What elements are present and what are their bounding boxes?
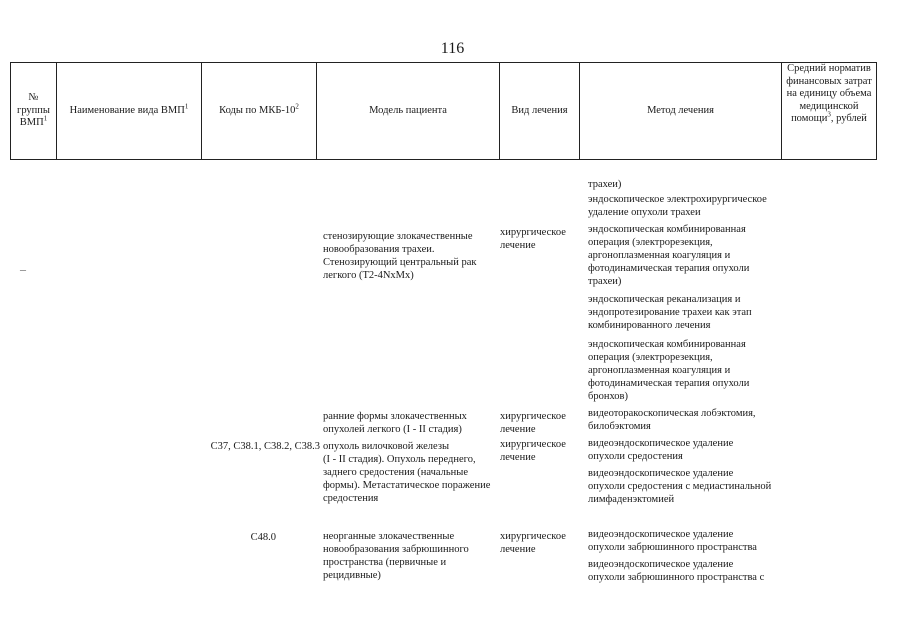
header-icd-codes: Коды по МКБ-$10^2$: [202, 63, 317, 160]
treatment-type-text: хирургическое лечение: [500, 411, 566, 435]
patient-model-text: неорганные злокачественные новообразования забрюшинного пространства (первичные и рецидивные): [323, 531, 469, 581]
method-text: видеоэндоскопическое удаление опухоли средостения: [588, 438, 734, 462]
method-text: эндоскопическая комбинированная операция (электрорезекция, аргоноплазменная коагуляция и фотодинамическая терапия опухоли бронхов): [588, 339, 750, 402]
method-text: видеоэндоскопическое удаление опухоли средостения с медиастинальной лимфаденэктомией: [588, 468, 772, 505]
header-patient-model: Модель пациента: [317, 63, 500, 160]
method-text: видеоторакоскопическая лобэктомия, билобэктомия: [588, 408, 756, 432]
icd-code: C37, C38.1, C38.2, C38.3: [210, 441, 320, 452]
header-group-number: № группы ВМП$^1$: [11, 63, 57, 160]
method-text: видеоэндоскопическое удаление опухоли забрюшинного пространства с: [588, 559, 765, 583]
header-treatment-method: Метод лечения: [580, 63, 782, 160]
header-treatment-type: Вид лечения: [500, 63, 580, 160]
page-number: 116: [440, 40, 465, 57]
method-text: трахеи): [588, 179, 622, 190]
method-text: эндоскопическая комбинированная операция (электрорезекция, аргоноплазменная коагуляция и фотодинамическая терапия опухоли трахеи): [588, 224, 750, 287]
treatment-type-text: хирургическое лечение: [500, 439, 566, 463]
scan-mark: –: [20, 262, 26, 276]
icd-code: C48.0: [250, 532, 276, 543]
patient-model-text: опухоль вилочковой железы (I - II стадия). Опухоль переднего, заднего средостения (начальные формы). Метастатическое поражение средостения: [323, 441, 491, 504]
table-header: [10, 62, 877, 160]
header-vmp-name: Наименование вида ВМП$^1$: [57, 63, 202, 160]
header-cost-standard: Средний норматив финансовых затрат на единицу объема медицинской помощи$^3$, рублей: [782, 63, 877, 160]
treatment-type-text: хирургическое лечение: [500, 227, 566, 251]
treatment-type-text: хирургическое лечение: [500, 531, 566, 555]
method-text: эндоскопическая реканализация и эндопротезирование трахеи как этап комбинированного лечения: [588, 294, 752, 331]
patient-model-text: стенозирующие злокачественные новообразования трахеи. Стенозирующий центральный рак легкого (T2-4NxMx): [323, 231, 477, 281]
patient-model-text: ранние формы злокачественных опухолей легкого (I - II стадия): [323, 411, 467, 435]
method-text: видеоэндоскопическое удаление опухоли забрюшинного пространства: [588, 529, 757, 553]
method-text: эндоскопическое электрохирургическое удаление опухоли трахеи: [588, 194, 767, 218]
